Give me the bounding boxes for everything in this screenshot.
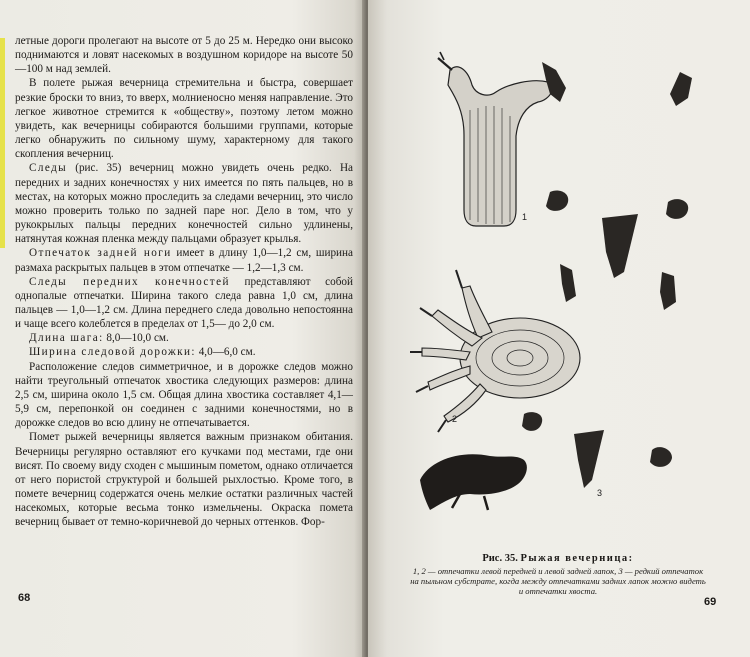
small-track-prints <box>522 62 692 488</box>
left-page-text <box>15 34 353 529</box>
figure-label-1: 1 <box>522 212 528 222</box>
figure-caption <box>408 553 708 596</box>
paragraph: Следы (рис. 35) вечерниц можно увидеть очень редко. На передних и задних конечностях у них имеется по пять пальцев, но в местах, на которых можно проследить за следами вечерниц, это число можно проверить только по задней паре ног. Дело в том, что у рукокрылых пальцы передних конечностей сильно удлинены, натянутая кожная пленка между пальцами образует крылья. <box>15 162 353 246</box>
yellow-bookmark-tab <box>0 38 5 248</box>
forelimb-track-drawing <box>438 52 553 226</box>
figure-label-3: 3 <box>597 488 603 498</box>
paragraph: Длина шага: 8,0—10,0 см. <box>29 332 169 345</box>
left-page-number: 68 <box>18 592 31 604</box>
paragraph: Следы передних конечностей представляют собой однопалые отпечатки. Ширина такого следа равна 1,0 см, длина пальцев — 1,0—1,2 см. Длина переднего следа довольно непостоянна и чаще всего колеблется в пределах от 1,5— до 2,0 см. <box>15 275 353 331</box>
paragraph: летные дороги пролегают на высоте от 5 до 25 м. Нередко они высоко поднимаются и ловят насекомых в воздушном коридоре на высоте 50—100 м над землей. <box>15 35 353 76</box>
right-page-number: 69 <box>704 596 717 608</box>
figure-label-2: 2 <box>452 414 458 424</box>
caption-text: 1, 2 — отпечатки левой передней и левой задней лапок, 3 — редкий отпечаток на пыльном субстрате, когда между отпечатками задних лапок можно видеть и отпечатки хвоста. <box>410 566 706 596</box>
paragraph: В полете рыжая вечерница стремительна и быстра, совершает резкие броски то вниз, то вверх, молниеносно меняя направление. Это легкое животное стремится к «обществу», поэтому летом можно увидеть, как вечерницы собираются большими группами, которые легко обнаружить по сильному шуму, характерному для такого скопления вечерниц. <box>15 77 353 161</box>
hindfoot-track-drawing <box>410 270 580 432</box>
paragraph: Ширина следовой дорожки: 4,0—6,0 см. <box>29 346 256 359</box>
left-page <box>0 0 365 657</box>
bat-silhouette-drawing <box>420 454 527 510</box>
paragraph: Отпечаток задней ноги имеет в длину 1,0—1,2 см, ширина размаха раскрытых пальцев в этом отпечатке — 1,2—1,3 см. <box>15 247 353 274</box>
paragraph: Помет рыжей вечерницы является важным признаком обитания. Вечерницы регулярно оставляют его кучками под местами, где они висят. По своему виду сходен с мышиным пометом, однако отличается от него пористой структурой и большей рыхлостью. Кроме того, в помете вечерниц содержатся очень мелкие остатки различных частей насекомых, которые весьма тонко измельчены. Окраска помета вечерниц бывает от темно-коричневой до черных оттенков. Фор- <box>15 431 353 529</box>
track-illustration <box>400 40 720 520</box>
paragraph: Расположение следов симметричное, и в дорожке следов можно найти треугольный отпечаток хвостика следующих размеров: длина 2,5 см, ширина около 1,5 см. Общая длина хвостика составляет 4,1—5,9 см, перепонкой он соединен с задними конечностями, но в дорожке следов во всю длину не отпечатывается. <box>15 360 353 430</box>
caption-title: Рис. 35. Рыжая вечерница: <box>482 553 634 564</box>
